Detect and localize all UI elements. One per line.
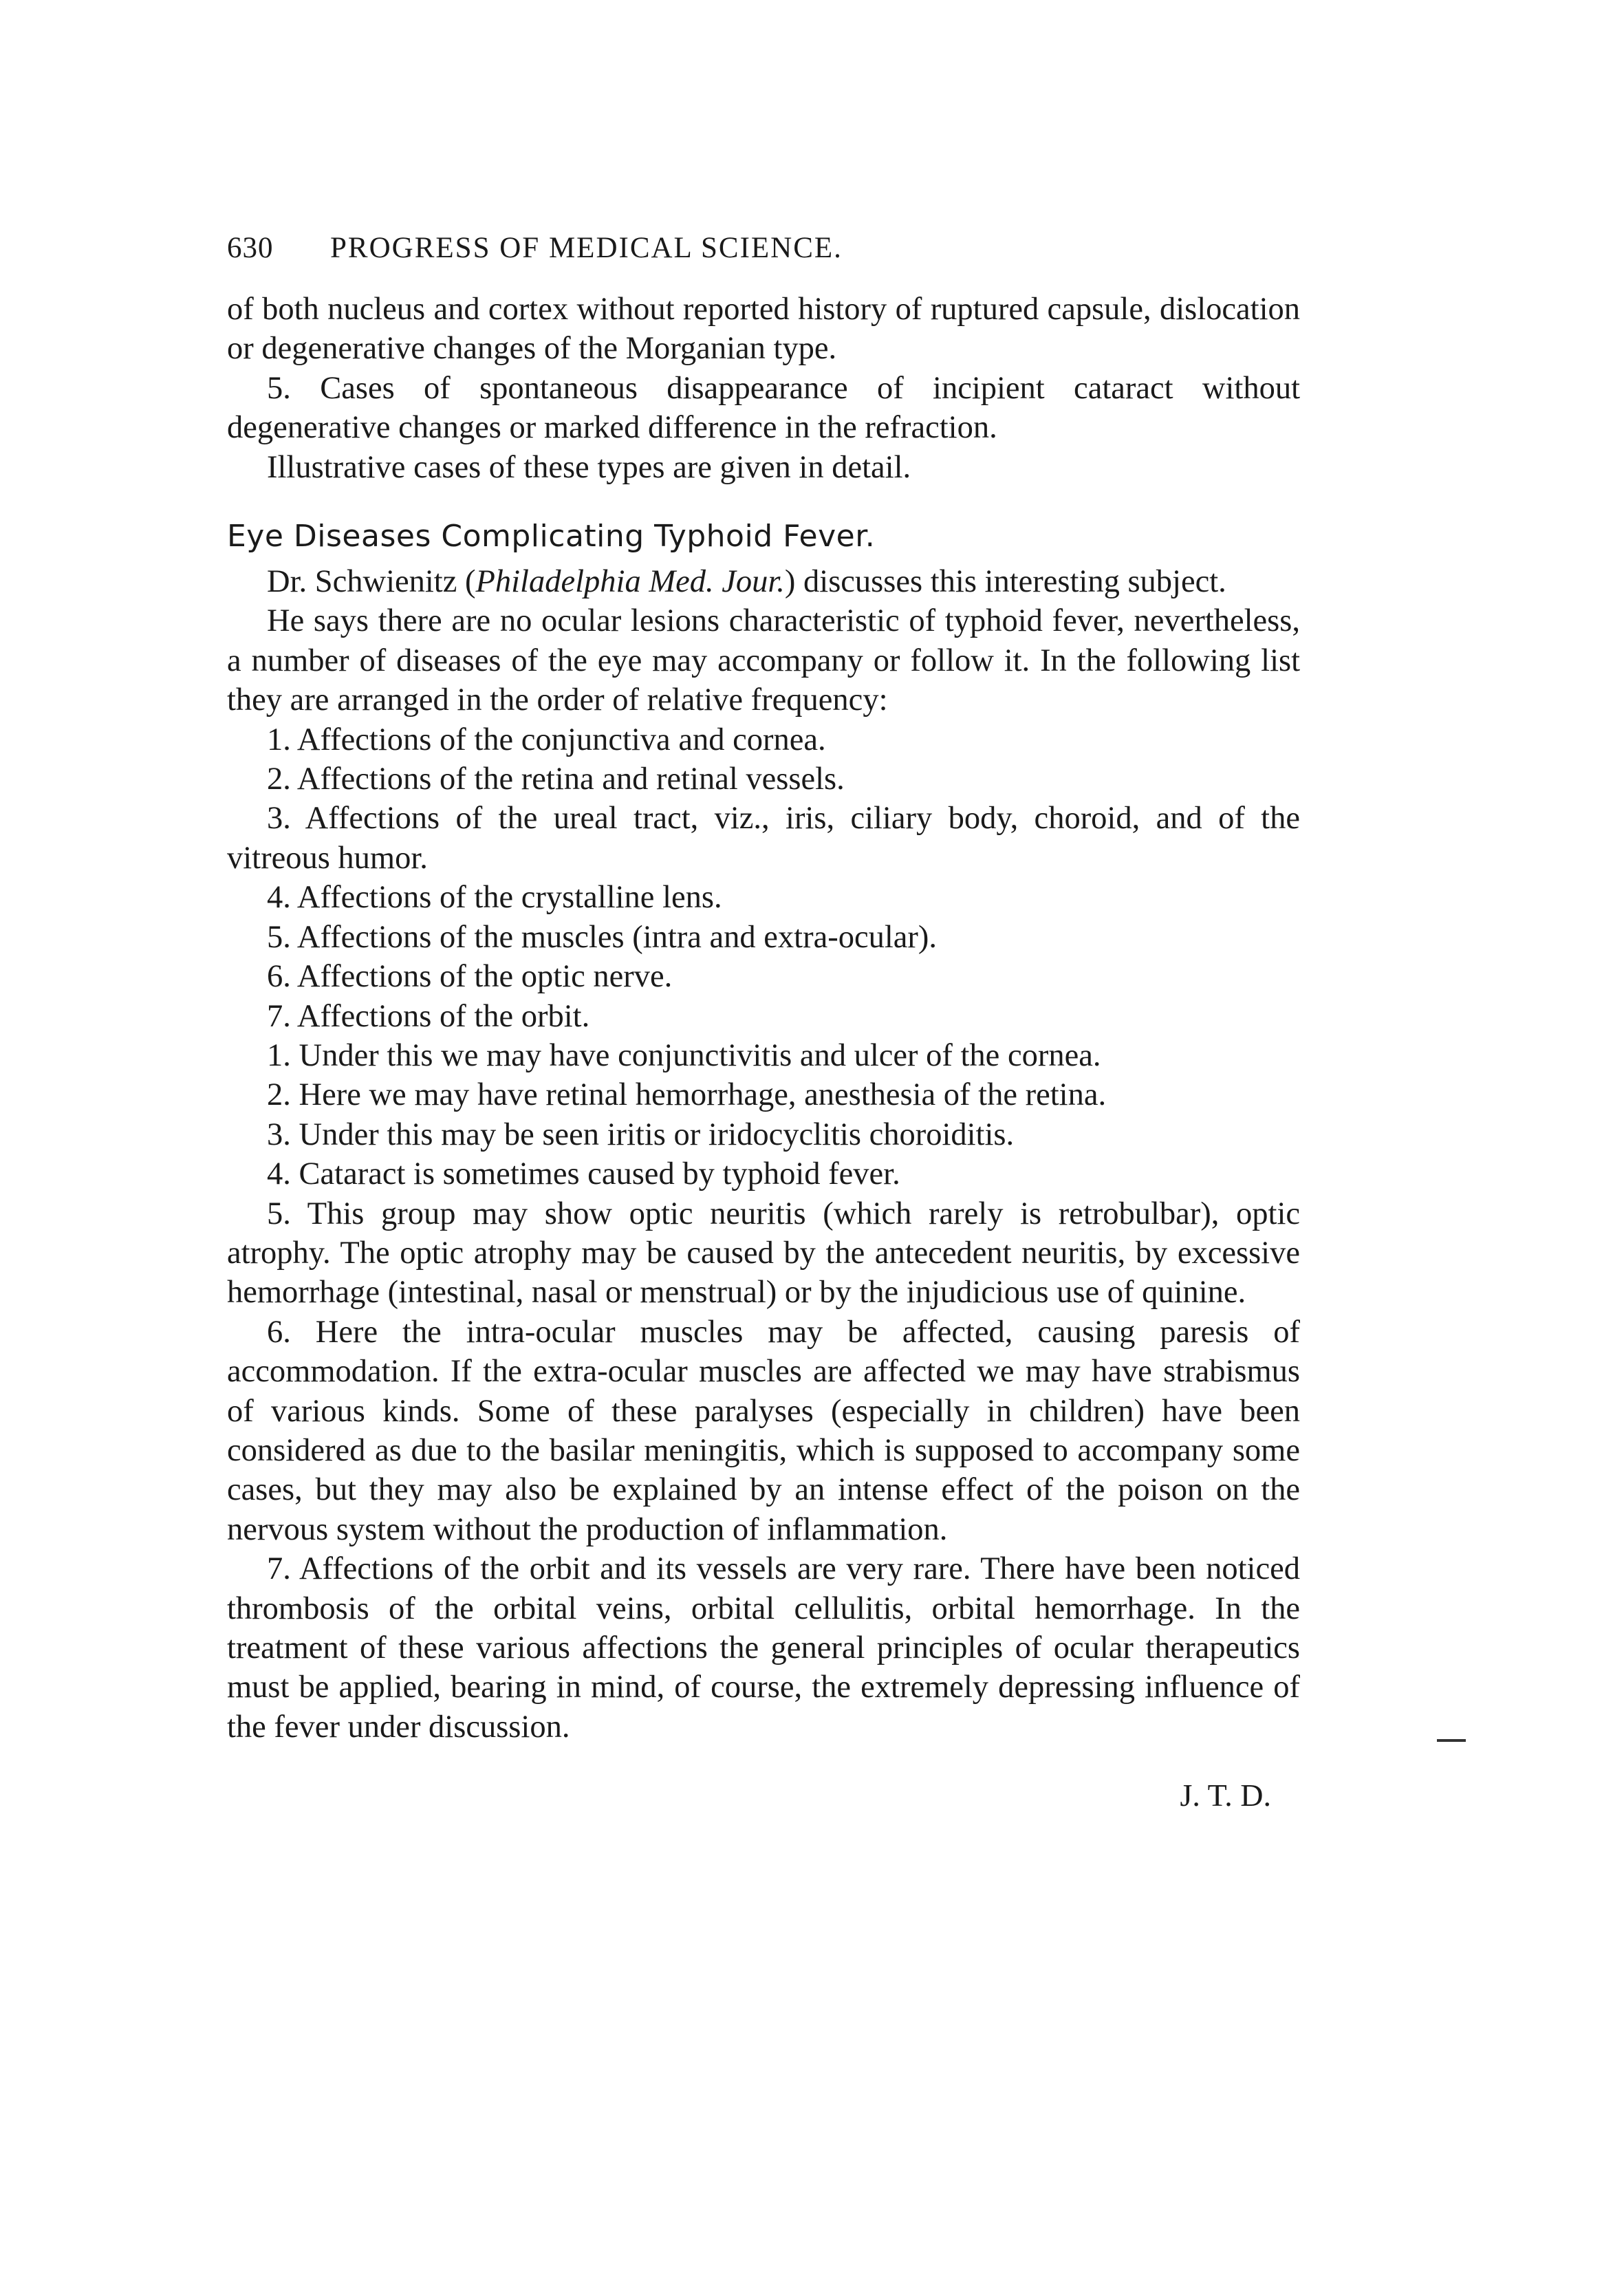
- frequency-list-item: 3. Affections of the ureal tract, viz., iris, ciliary body, choroid, and of the vitreous humor.: [227, 801, 1300, 876]
- section-heading: Eye Diseases Complicating Typhoid Fever.: [227, 519, 876, 554]
- running-title: PROGRESS OF MEDICAL SCIENCE.: [330, 232, 843, 264]
- section-statement: He says there are no ocular lesions characteristic of typhoid fever, nevertheless, a number of diseases of the eye may accompany or follow it. In the following list they are arranged in the order of relative frequency:: [227, 603, 1300, 718]
- discussion-paragraph: 2. Here we may have retinal hemorrhage, anesthesia of the retina.: [267, 1077, 1107, 1113]
- section-intro: [227, 562, 1300, 601]
- intro-text-after: ) discusses this interesting subject.: [784, 564, 1226, 600]
- frequency-list-item: 1. Affections of the conjunctiva and cornea.: [267, 722, 826, 757]
- discussion-paragraph: 1. Under this we may have conjunctivitis and ulcer of the cornea.: [267, 1037, 1101, 1073]
- running-head: [227, 231, 1300, 265]
- discussion-paragraph: 3. Under this may be seen iritis or iridocyclitis choroiditis.: [267, 1117, 1015, 1152]
- cataract-type-continuation: of both nucleus and cortex without reported history of ruptured capsule, dislocation or degenerative changes of the Morganian type.: [227, 292, 1300, 367]
- frequency-list-item: 2. Affections of the retina and retinal vessels.: [267, 762, 845, 797]
- illustrative-cases-note: Illustrative cases of these types are given in detail.: [267, 449, 911, 485]
- intro-text-before: Dr. Schwienitz (: [267, 564, 476, 600]
- page-number: 630: [227, 232, 274, 264]
- margin-dash-mark: [1437, 1739, 1466, 1742]
- frequency-list: [227, 720, 1300, 1036]
- journal-citation: Philadelphia Med. Jour.: [475, 564, 785, 600]
- discussion-paragraph: 7. Affections of the orbit and its vessels are very rare. There have been noticed thrombosis of the orbital veins, orbital cellulitis, orbital hemorrhage. In the treatment of these various affections the general principles of ocular therapeutics must be applied, bearing in mind, of course, the extremely depressing influence of the fever under discussion.: [227, 1551, 1300, 1745]
- frequency-list-item: 5. Affections of the muscles (intra and extra-ocular).: [267, 919, 938, 955]
- book-page: [227, 231, 1300, 1813]
- cataract-type-5: 5. Cases of spontaneous disappearance of incipient cataract without degenerative changes or marked difference in the refraction.: [227, 370, 1300, 446]
- discussion-paragraph: 4. Cataract is sometimes caused by typhoid fever.: [267, 1156, 900, 1192]
- frequency-list-item: 4. Affections of the crystalline lens.: [267, 880, 722, 916]
- frequency-list-item: 7. Affections of the orbit.: [267, 998, 590, 1034]
- frequency-list-item: 6. Affections of the optic nerve.: [267, 959, 673, 995]
- discussion-paragraph: 6. Here the intra-ocular muscles may be affected, causing paresis of accommodation. If the extra-ocular muscles are affected we may have strabismus of various kinds. Some of these paralyses (especially in children) have been considered as due to the basilar meningitis, which is supposed to accompany some cases, but they may also be explained by an intense effect of the poison on the nervous system without the production of inflammation.: [227, 1314, 1300, 1547]
- author-initials: J. T. D.: [1180, 1778, 1271, 1813]
- discussion-paragraph: 5. This group may show optic neuritis (which rarely is retrobulbar), optic atrophy. The optic atrophy may be caused by the antecedent neuritis, by excessive hemorrhage (intestinal, nasal or menstrual) or by the injudicious use of quinine.: [227, 1196, 1300, 1311]
- discussion-list: [227, 1036, 1300, 1747]
